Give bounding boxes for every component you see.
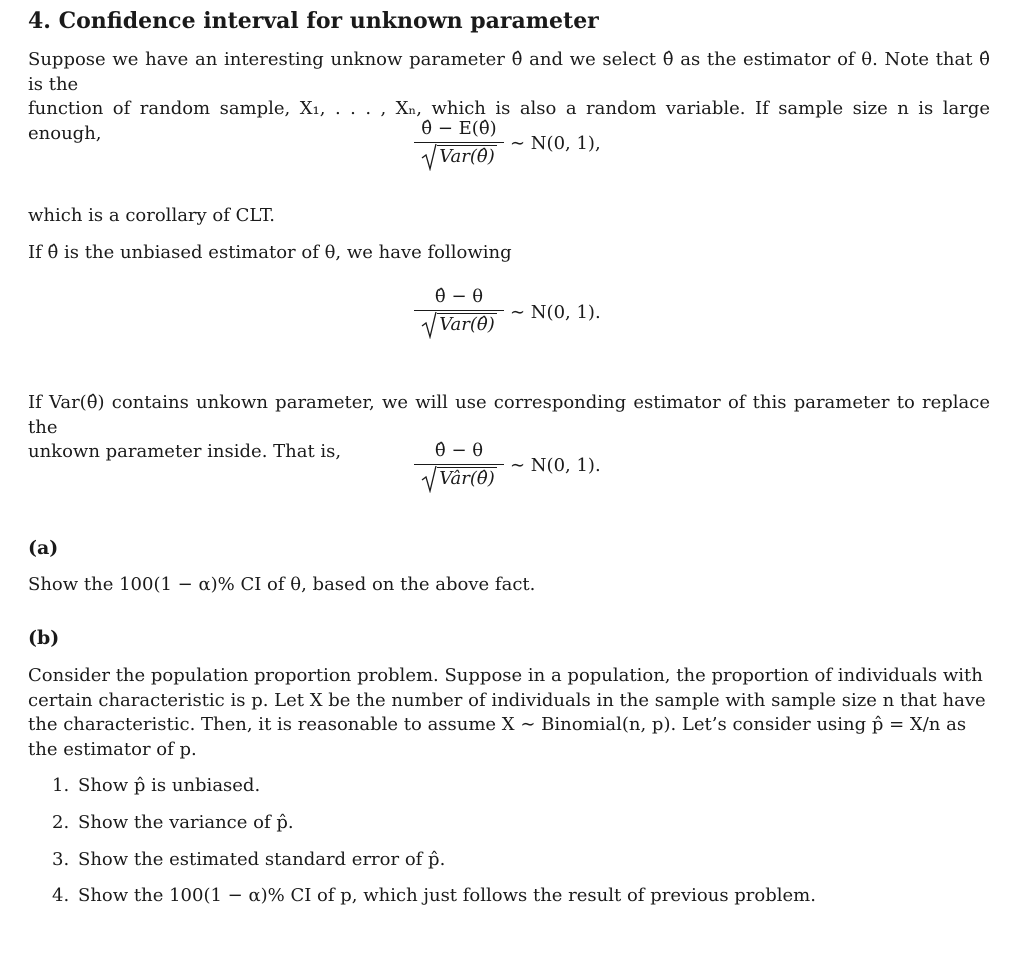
list-item-number: 2.: [52, 812, 70, 833]
list-item: [52, 885, 816, 906]
corollary-text: which is a corollary of CLT.: [28, 205, 275, 226]
list-item-text: Show p̂ is unbiased.: [78, 775, 261, 796]
intro-line-1: Suppose we have an interesting unknow parameter θ̂ and we select θ̂ as the estimator of θ. Note that θ̂ is the: [28, 49, 990, 95]
eq2-sqrt: [421, 313, 497, 335]
part-b-line-3: the characteristic. Then, it is reasonable to assume X ∼ Binomial(n, p). Let’s consider using p̂ = X/n as: [28, 714, 967, 735]
part-a-label: (a): [28, 537, 59, 559]
eq2-rhs: ∼ N(0, 1).: [510, 302, 601, 323]
replace-paragraph: [28, 391, 990, 465]
part-b-paragraph: [28, 664, 990, 762]
eq3-rhs: ∼ N(0, 1).: [510, 455, 601, 476]
intro-paragraph: [28, 48, 990, 146]
part-b-label: (b): [28, 627, 60, 649]
part-b-line-4: the estimator of p.: [28, 738, 197, 760]
replace-line-2: unkown parameter inside. That is,: [28, 441, 342, 462]
eq1-sqrt: [421, 145, 497, 167]
list-item-number: 3.: [52, 849, 70, 870]
part-b-line-2: certain characteristic is p. Let X be the number of individuals in the sample with sample size n that have: [28, 689, 986, 711]
eq1-denominator: Var(θ̂): [439, 146, 495, 167]
list-item-number: 4.: [52, 885, 70, 906]
list-item: [52, 812, 294, 833]
unbiased-text: If θ̂ is the unbiased estimator of θ, we have following: [28, 242, 512, 263]
eq3-numerator: θ̂ − θ: [434, 440, 484, 461]
list-item-number: 1.: [52, 775, 70, 796]
eq1-fraction: [414, 118, 504, 167]
eq2-numerator: θ̂ − θ: [434, 286, 484, 307]
eq2-denominator: Var(θ̂): [439, 314, 495, 335]
list-item-text: Show the variance of p̂.: [78, 812, 294, 833]
list-item-text: Show the estimated standard error of p̂.: [78, 849, 446, 870]
list-item: [52, 775, 260, 796]
part-a-text: Show the 100(1 − α)% CI of θ, based on the above fact.: [28, 574, 536, 595]
eq3-sqrt: [421, 467, 497, 489]
eq1-numerator: θ̂ − E(θ̂): [421, 118, 497, 139]
section-title: 4. Confidence interval for unknown parameter: [28, 8, 599, 34]
intro-line-2: function of random sample, X₁, . . . , Xₙ, which is also a random variable. If sample size n is large enough,: [28, 98, 990, 144]
eq2-fraction: [414, 286, 504, 335]
list-item-text: Show the 100(1 − α)% CI of p, which just follows the result of previous problem.: [78, 885, 816, 906]
list-item: [52, 849, 445, 870]
part-b-line-1: Consider the population proportion problem. Suppose in a population, the proportion of individuals with: [28, 665, 983, 686]
eq1-rhs: ∼ N(0, 1),: [510, 133, 601, 154]
eq3-denominator: Vâr(θ̂): [439, 468, 495, 489]
eq3-fraction: [414, 440, 504, 489]
replace-line-1: If Var(θ̂) contains unkown parameter, we will use corresponding estimator of this parameter to replace the: [28, 392, 990, 438]
